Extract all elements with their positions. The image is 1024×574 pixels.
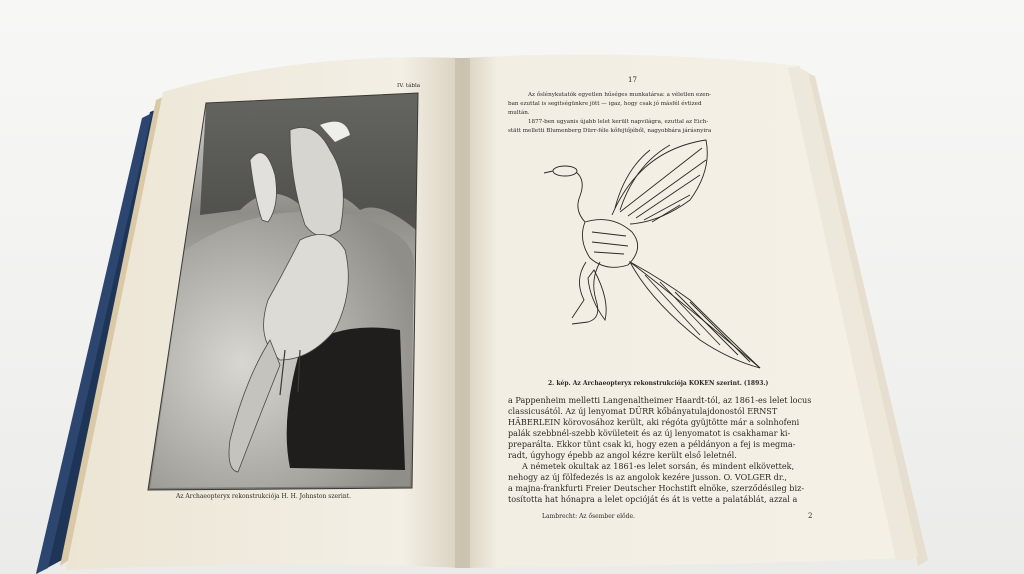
body-line: nehogy az új fölfedezés is az angolok kezére jusson. O. VOLGER dr., — [508, 472, 787, 482]
body-line: HÄBERLEIN körovosához került, aki régóta gyüjtötte már a solnhofeni — [508, 417, 800, 427]
body-line: tosította hat hónapra a lelet opcióját és át is vette a palatáblát, azzal a — [508, 494, 798, 504]
intro-line: Az őslénykutatók egyetlen hűséges munkatársa: a véletlen ezen- — [528, 92, 712, 98]
plate-caption: Az Archaeopteryx rekonstrukciója H. H. Johnston szerint. — [176, 493, 352, 500]
plate-header: IV. tábla — [397, 83, 421, 89]
body-line: A németek okultak az 1861-es lelet sorsán, és mindent elkövettek, — [522, 461, 795, 471]
figure-caption: 2. kép. Az Archaeopteryx rekonstrukciója KOKEN szerint. (1893.) — [548, 380, 769, 387]
intro-line: ban ezuttal is segitségünkre jött — igaz, hogy csak jó másfél évtized — [508, 101, 702, 107]
intro-line: stätt melletti Blumenberg Dürr-féle kőfejtőjéből, nagyobbára járásnyira — [508, 128, 712, 134]
intro-line: 1877-ben ugyanis újabb lelet került napvilágra, ezuttal az Eich- — [528, 119, 709, 125]
page-number-top: 17 — [628, 76, 637, 84]
body-line: a Pappenheim melletti Langenaltheimer Haardt-tól, az 1861-es lelet locus — [508, 395, 812, 405]
intro-line: multán. — [508, 110, 530, 116]
footer-page-number: 2 — [808, 512, 813, 520]
body-line: preparálta. Ekkor tünt csak ki, hogy ezen a példányon a fej is megma- — [508, 439, 796, 449]
body-line: classicusától. Az új lenyomat DÜRR kőbányatulajdonostól ERNST — [508, 406, 778, 416]
footer-left: Lambrecht: Az ősember előde. — [542, 513, 635, 520]
body-line: radt, úgyhogy épebb az angol kézre került első leletnél. — [508, 450, 737, 460]
body-line: a majna-frankfurti Freier Deutscher Hochstift elnöke, szerződésileg biz- — [508, 483, 805, 493]
body-line: palák szebbnél-szebb kövületeit és az új lenyomatot is csakhamar ki- — [508, 428, 791, 438]
